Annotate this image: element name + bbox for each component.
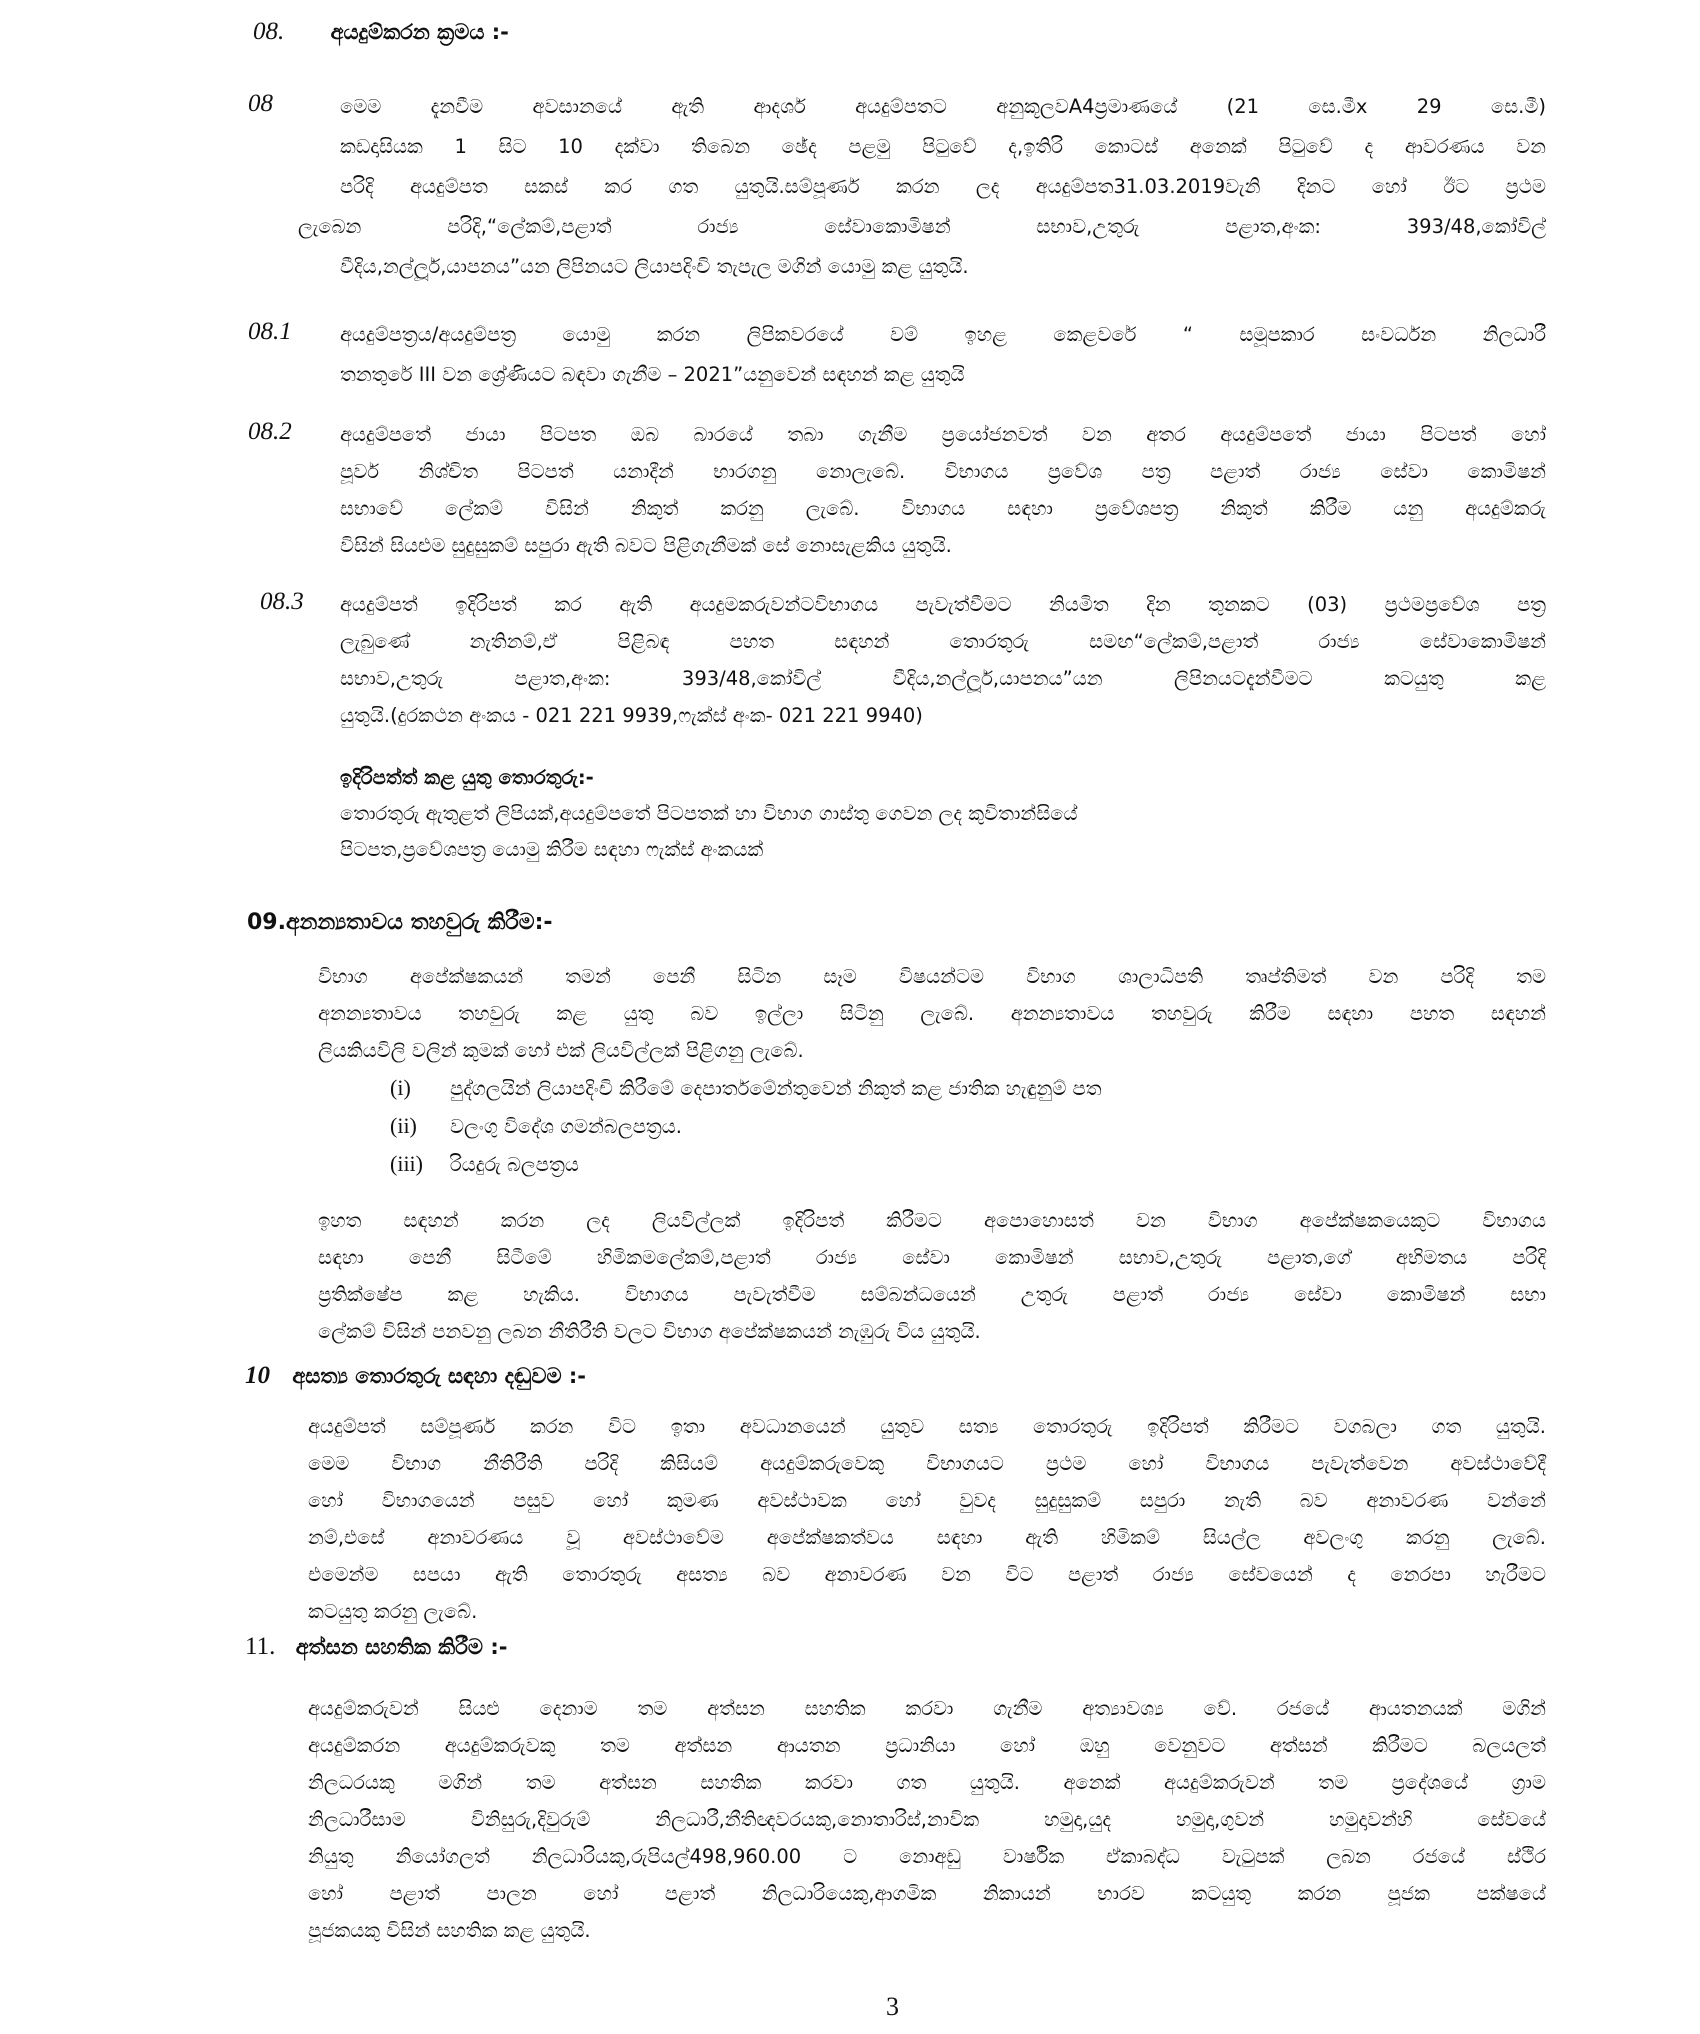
info-line: පිටපත,ප්‍රවේශපත්‍ර යොමු කිරීම සඳහා ෆැක්ස් අංකයක් bbox=[340, 838, 764, 861]
list-item bbox=[390, 1113, 682, 1139]
info-block bbox=[340, 760, 1340, 868]
list-marker: (ii) bbox=[390, 1113, 417, 1138]
info-line: තොරතුරු ඇතුළත් ලිපියක්,අයදුම්පතේ පිටපතක් හා විභාග ගාස්තු ගෙවන ලද කුවිතාන්සියේ bbox=[340, 802, 1078, 825]
para-08-number: 08 bbox=[248, 90, 273, 117]
section-09-outro bbox=[318, 1202, 1546, 1350]
section-11-line: නිලධරයකු මගින් තම අත්සන සහතික කරවා ගත යුතුයි. අනෙක් අයදුම්කරුවන් තම ප්‍රදේශයේ ග්‍රාම bbox=[308, 1771, 1546, 1794]
section-11-line: නියුතු නියෝගලත් නිලධාරියකු,රුපියල්498,960.00 ට නොඅඩු වාර්ෂික ඒකාබද්ධ වැටුපක් ලබන රජයේ ස්ථිර bbox=[308, 1845, 1546, 1868]
para-082-line: විසින් සියළුම සුදුසුකම් සපුරා ඇති බවට පිළිගැනීමක් සේ නොසැළකිය යුතුයි. bbox=[340, 534, 952, 557]
list-item-text: පුද්ගලයින් ලියාපදිංචි කිරීමේ දෙපාර්තමේන්තුවෙන් නිකුත් කළ ජාතික හැඳුනුම් පත bbox=[450, 1077, 1102, 1100]
para-082 bbox=[340, 416, 1546, 564]
list-item-text: වලංගු විදේශ ගමන්බලපත්‍රය. bbox=[450, 1115, 682, 1138]
section-10-body bbox=[308, 1408, 1546, 1630]
section-11-number: 11. bbox=[245, 1633, 276, 1660]
para-08-line: වීදිය,නල්ලූර්,යාපනය”යන ලිපිනයට ලියාපදිංචි තැපැල මගින් යොමු කළ යුතුයි. bbox=[340, 255, 969, 278]
section-10-line: අයදුම්පත් සම්පූර්ණ කරන විට ඉතා අවධානයෙන් යුතුව සත්‍ය තොරතුරු ඉදිරිපත් කිරීමට වගබලා ගත යුතුයි. bbox=[308, 1415, 1546, 1438]
section-09-intro-line: අනන්‍යතාවය තහවුරු කළ යුතු බව ඉල්ලා සිටිනු ලැබේ. අනන්‍යතාවය තහවුරු කිරීම සඳහා පහත සඳහන් bbox=[318, 1002, 1546, 1025]
para-08-line: පරිදි අයදුම්පත සකස් කර ගත යුතුයි.සම්පූර්ණ කරන ලද අයදුම්පත31.03.2019වැනි දිනට හෝ ඊට ප්‍රථම bbox=[340, 175, 1546, 198]
section-11-line: අයදුම්කරන අයදුම්කරුවකු තම අත්සන ආයතන ප්‍රධානියා හෝ ඔහු වෙනුවට අත්සන් කිරීමට බලයලත් bbox=[308, 1734, 1546, 1757]
section-10-line: මෙම විභාග නීතිරීති පරිදි කිසියම් අයදුම්කරුවෙකු විභාගයට ප්‍රථම හෝ විභාගය පැවැත්වෙන අවස්ථාවේදී bbox=[308, 1452, 1546, 1475]
section-10-line: හෝ විභාගයෙන් පසුව හෝ කුමණ අවස්ථාවක හෝ වුවද සුදුසුකම් සපුරා නැති බව අනාවරණ වන්නේ bbox=[308, 1489, 1546, 1512]
para-081-line: අයදුම්පත්‍රය/අයදුම්පත්‍ර යොමු කරන ලිපිකවරයේ වම් ඉහළ කෙළවරේ “ සමූපකාර සංවර්ධන නිලධාරී bbox=[340, 323, 1546, 346]
section-10-line: කටයුතු කරනු ලැබේ. bbox=[308, 1600, 478, 1623]
section-09-outro-line: සඳහා පෙනී සිටීමේ හිමිකමලේකම්,පළාත් රාජ්‍ය සේවා කොමිෂන් සභාව,උතුරු පළාත,ගේ අභිමතය පරිදි bbox=[318, 1246, 1546, 1269]
para-08-line: ලැබෙන පරිදි,“ලේකම්,පළාත් රාජ්‍ය සේවාකොමිෂන් සභාව,උතුරු පළාත,අංක: 393/48,කෝවිල් bbox=[298, 215, 1546, 238]
list-item bbox=[390, 1075, 1102, 1101]
info-heading: ඉදිරිපත්ත් කළ යුතු තොරතුරු:- bbox=[340, 766, 594, 789]
list-item-text: රියදුරු බලපත්‍රය bbox=[450, 1153, 579, 1176]
list-item bbox=[390, 1151, 579, 1177]
para-081-number: 08.1 bbox=[248, 318, 292, 345]
para-08-line: කඩදාසියක 1 සිට 10 දක්වා තිබෙන ඡේද පළමු පිටුවේ ද,ඉතිරි කොටස් අනෙක් පිටුවේ ද ආවරණය වන bbox=[340, 135, 1546, 158]
section-09-outro-line: ප්‍රතික්ෂේප කළ හැකිය. විභාගය පැවැත්වීම සම්බන්ධයෙන් උතුරු පළාත් රාජ්‍ය සේවා කොමිෂන් සභා bbox=[318, 1283, 1546, 1306]
section-11-line: පූජකයකු විසින් සහතික කළ යුතුයි. bbox=[308, 1919, 591, 1942]
para-083-line: යුතුයි.(දුරකථන අංකය - 021 221 9939,ෆැක්ස් අංක- 021 221 9940) bbox=[340, 704, 923, 727]
section-10-line: එමෙන්ම සපයා ඇති තොරතුරු අසත්‍ය බව අනාවරණ වන විට පළාත් රාජ්‍ය සේවයෙන් ද නෙරපා හැරීමට bbox=[308, 1563, 1546, 1586]
para-081-line: තනතුරේ III වන ශ්‍රේණියට බඳවා ගැනීම – 2021”යනුවෙන් සඳහන් කළ යුතුයි bbox=[340, 363, 965, 386]
section-09-intro-line: විභාග අපේක්ෂකයන් තමන් පෙනී සිටින සෑම විෂයන්ටම විභාග ශාලාධිපති තෘප්තිමත් වන පරිදි තම bbox=[318, 965, 1546, 988]
section-09-intro bbox=[318, 958, 1546, 1069]
section-10-heading bbox=[245, 1362, 586, 1390]
section-09-title: 09.අනන්‍යතාවය තහවුරු කිරීම:- bbox=[247, 910, 553, 935]
section-11-title: අත්සන සහතික කිරීම :- bbox=[295, 1635, 508, 1659]
section-09-intro-line: ලියකියවිලි වලින් කුමක් හෝ එක් ලියවිල්ලක් පිළිගනු ලැබේ. bbox=[318, 1039, 804, 1062]
para-083-line: සභාව,උතුරු පළාත,අංක: 393/48,කෝවිල් වීදිය,නල්ලූර්,යාපනය”යන ලිපිනයටදැන්වීමට කටයුතු කළ bbox=[340, 667, 1546, 690]
page-number: 3 bbox=[886, 1992, 899, 2021]
section-10-title: අසත්‍ය තොරතුරු සඳහා දඬුවම :- bbox=[292, 1364, 587, 1388]
para-08 bbox=[340, 87, 1546, 207]
section-09-outro-line: ඉහත සඳහන් කරන ලද ලියවිල්ලක් ඉදිරිපත් කිරීමට අපොහොසත් වන විභාග අපේක්ෂකයෙකුට විභාගය bbox=[318, 1209, 1546, 1232]
para-08-line: මෙම දැනවීම අවසානයේ ඇති ආදර්ශ අයදුම්පතට අනුකූලවA4ප්‍රමාණයේ (21 සෙ.මීx 29 සෙ.මී) bbox=[340, 95, 1546, 118]
section-10-line: නම්,එසේ අනාවරණය වූ අවස්ථාවේම අපේක්ෂකත්වය සඳහා ඇති හිමිකම් සියල්ල අවලංගු කරනු ලැබේ. bbox=[308, 1526, 1546, 1549]
para-081 bbox=[340, 315, 1546, 395]
para-08-continued bbox=[298, 207, 1546, 287]
para-082-line: අයදුම්පතේ ජායා පිටපත ඔබ බාරයේ තබා ගැනීම ප්‍රයෝජනවත් වන අතර අයදුම්පතේ ජායා පිටපත් හෝ bbox=[340, 423, 1546, 446]
section-08-heading bbox=[253, 18, 509, 46]
para-083-line: අයදුම්පත් ඉදිරිපත් කර ඇති අයදුමකරුවන්ටවිභාගය පැවැත්වීමට නියමිත දින තුනකට (03) ප්‍රථමප්‍රවේශ පත්‍ර bbox=[340, 593, 1546, 616]
para-082-line: පූර්ව නිශ්චිත පිටපත් යනාදීන් භාරගනු නොලැබේ. විභාගය ප්‍රවේශ පත්‍ර පළාත් රාජ්‍ය සේවා කොමිෂන් bbox=[340, 460, 1546, 483]
list-marker: (i) bbox=[390, 1075, 411, 1100]
para-082-number: 08.2 bbox=[248, 418, 292, 445]
section-11-line: අයදුම්කරුවන් සියළු දෙනාම තම අත්සන සහතික කරවා ගැනීම අත්‍යාවශ්‍ය වේ. රජයේ ආයතනයක් මගින් bbox=[308, 1697, 1546, 1720]
section-11-body bbox=[308, 1690, 1546, 1949]
section-09-outro-line: ලේකම් විසින් පනවනු ලබන නීතිරීති වලට විභාග අපේක්ෂකයන් නැඹුරු විය යුතුයි. bbox=[318, 1320, 981, 1343]
section-11-heading bbox=[245, 1633, 507, 1661]
para-082-line: සභාවේ ලේකම් විසින් නිකුත් කරනු ලැබේ. විභාගය සඳහා ප්‍රවේශපත්‍ර නිකුත් කිරීම යනු අයදුම්කරු bbox=[340, 497, 1546, 520]
para-083-number: 08.3 bbox=[260, 588, 304, 615]
para-083 bbox=[340, 586, 1546, 734]
list-marker: (iii) bbox=[390, 1151, 423, 1176]
para-083-line: ලැබුණේ නැතිනම්,ඒ පිළිබඳ පහත සඳහන් තොරතුරු සමඟ“ලේකම්,පළාත් රාජ්‍ය සේවාකොමිෂන් bbox=[340, 630, 1546, 653]
section-11-line: නිලධාරීසාම විනිසුරු,දිවුරුම් නිලධාරී,නීතිඥවරයකු,නොතාරිස්,නාවික හමුදා,යුද හමුදා,ගුවන් හමුදාවන්හි සේවයේ bbox=[308, 1808, 1546, 1831]
section-08-number: 08. bbox=[253, 18, 285, 45]
section-11-line: හෝ පළාත් පාලන හෝ පළාත් නිලධාරියෙකු,ආගමික නිකායන් භාරව කටයුතු කරන පූජක පක්ෂයේ bbox=[308, 1882, 1546, 1905]
section-08-title: අයදුම්කරන ක්‍රමය :- bbox=[330, 20, 509, 44]
section-10-number: 10 bbox=[245, 1362, 270, 1389]
